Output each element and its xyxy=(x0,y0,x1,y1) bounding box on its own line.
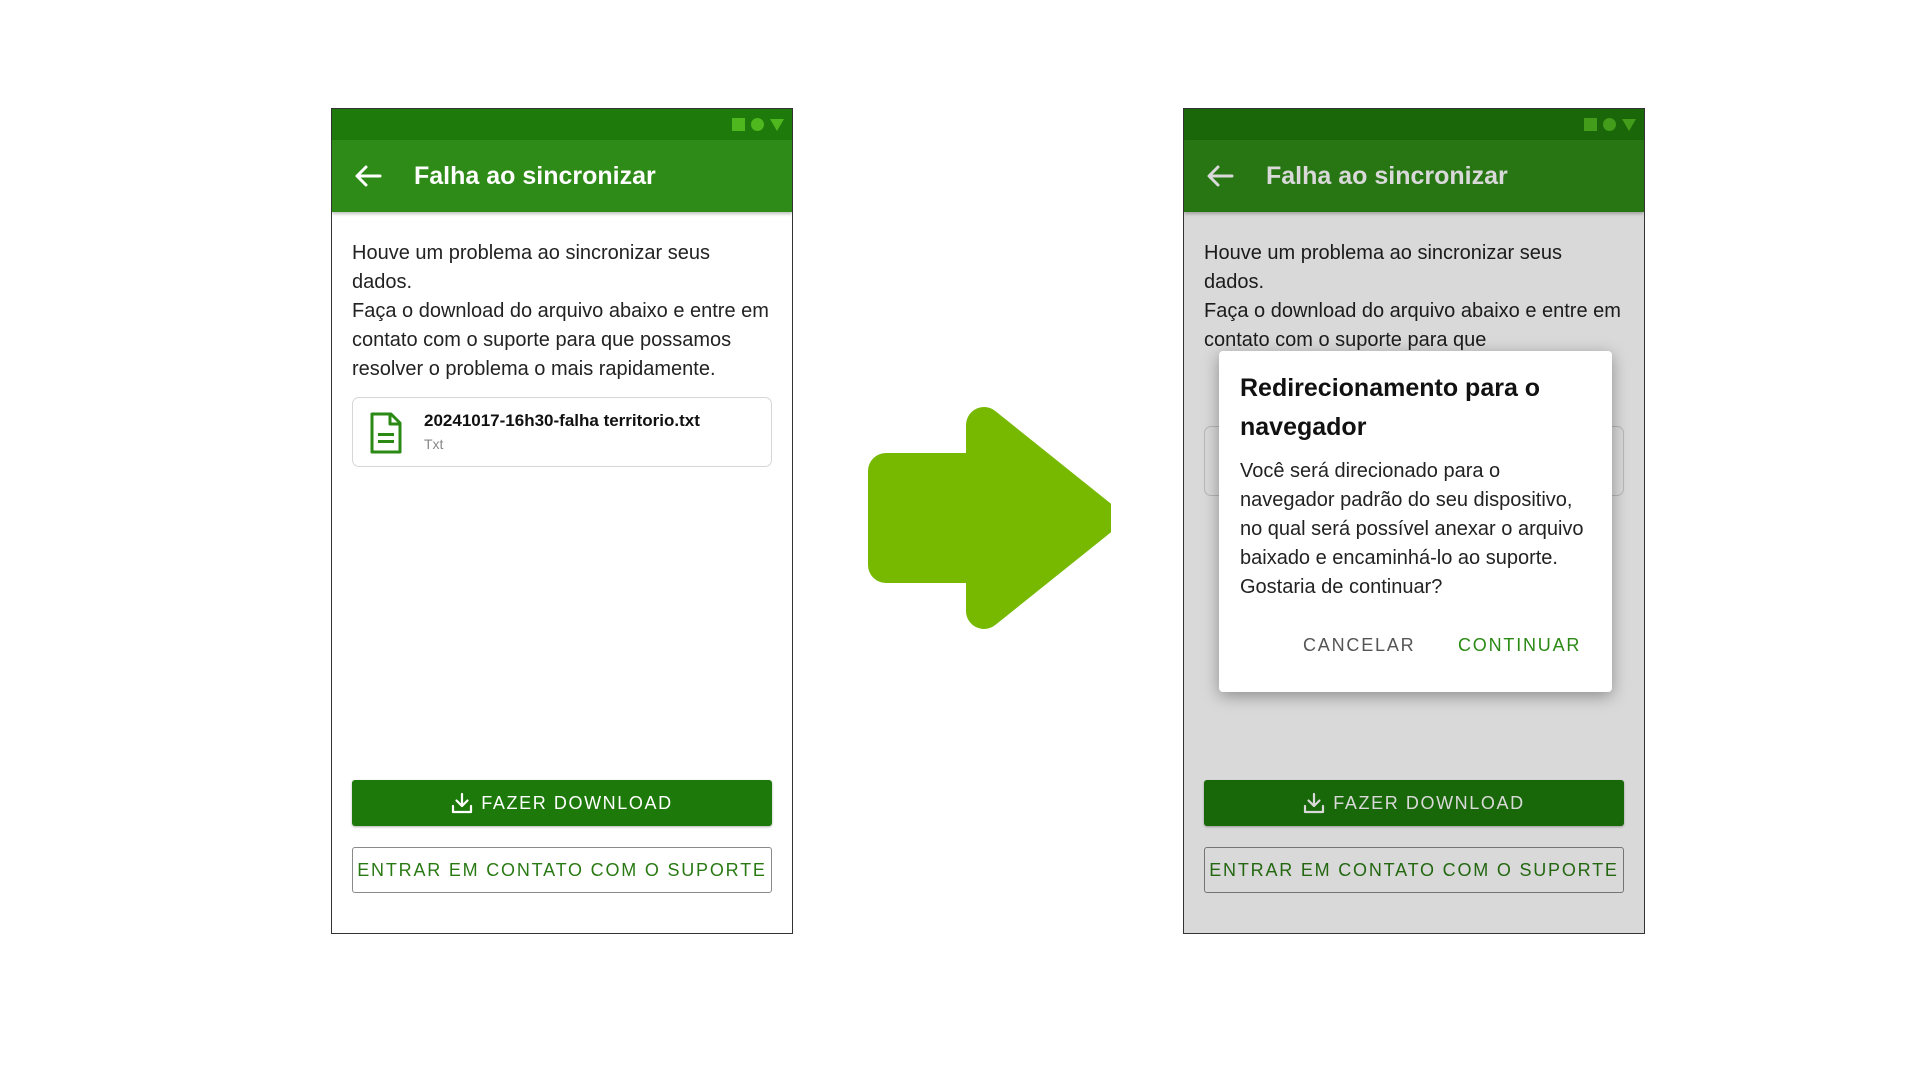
message-line: Faça o download do arquivo abaixo e entre em contato com o suporte para que possamos resolver o problema o mais rapidamente. xyxy=(352,300,769,380)
download-button-label: FAZER DOWNLOAD xyxy=(1333,792,1525,813)
document-icon xyxy=(369,412,403,454)
file-name: 20241017-16h30-falha territorio.txt xyxy=(424,411,700,430)
file-type: Txt xyxy=(424,436,444,452)
phone-screen-before xyxy=(331,108,793,934)
arrow-left-icon xyxy=(352,162,384,190)
phone-screen-after xyxy=(1183,108,1645,934)
app-bar xyxy=(332,140,792,212)
cancel-button[interactable]: CANCELAR xyxy=(1303,635,1416,655)
dialog-text: Você será direcionado para o navegador padrão do seu dispositivo, no qual será possível anexar o arquivo baixado e encaminhá-lo ao suporte. xyxy=(1240,460,1584,569)
error-message xyxy=(352,239,772,384)
message-line: Houve um problema ao sincronizar seus dados. xyxy=(1204,242,1562,293)
arrow-right-icon xyxy=(866,405,1111,631)
page-title: Falha ao sincronizar xyxy=(1266,162,1508,190)
file-card[interactable] xyxy=(352,397,772,467)
contact-support-button[interactable] xyxy=(352,847,772,893)
redirect-dialog xyxy=(1219,351,1612,692)
signal-icon xyxy=(770,119,784,131)
circle-icon xyxy=(751,118,764,131)
status-bar xyxy=(332,109,792,140)
dialog-title: Redirecionamento para o navegador xyxy=(1240,374,1541,441)
contact-support-label: ENTRAR EM CONTATO COM O SUPORTE xyxy=(1209,859,1619,880)
back-button[interactable] xyxy=(352,162,384,190)
contact-support-label: ENTRAR EM CONTATO COM O SUPORTE xyxy=(357,859,767,880)
download-icon xyxy=(451,792,473,814)
page-title: Falha ao sincronizar xyxy=(414,162,656,190)
message-line: Faça o download do arquivo abaixo e entre em contato com o suporte para que xyxy=(1204,300,1621,351)
download-button[interactable] xyxy=(352,780,772,826)
message-line: Houve um problema ao sincronizar seus dados. xyxy=(352,242,710,293)
square-icon xyxy=(732,118,745,131)
continue-button[interactable]: CONTINUAR xyxy=(1458,635,1582,655)
dialog-body xyxy=(1240,457,1600,602)
download-button-label: FAZER DOWNLOAD xyxy=(481,792,673,813)
dialog-question: Gostaria de continuar? xyxy=(1240,576,1443,598)
